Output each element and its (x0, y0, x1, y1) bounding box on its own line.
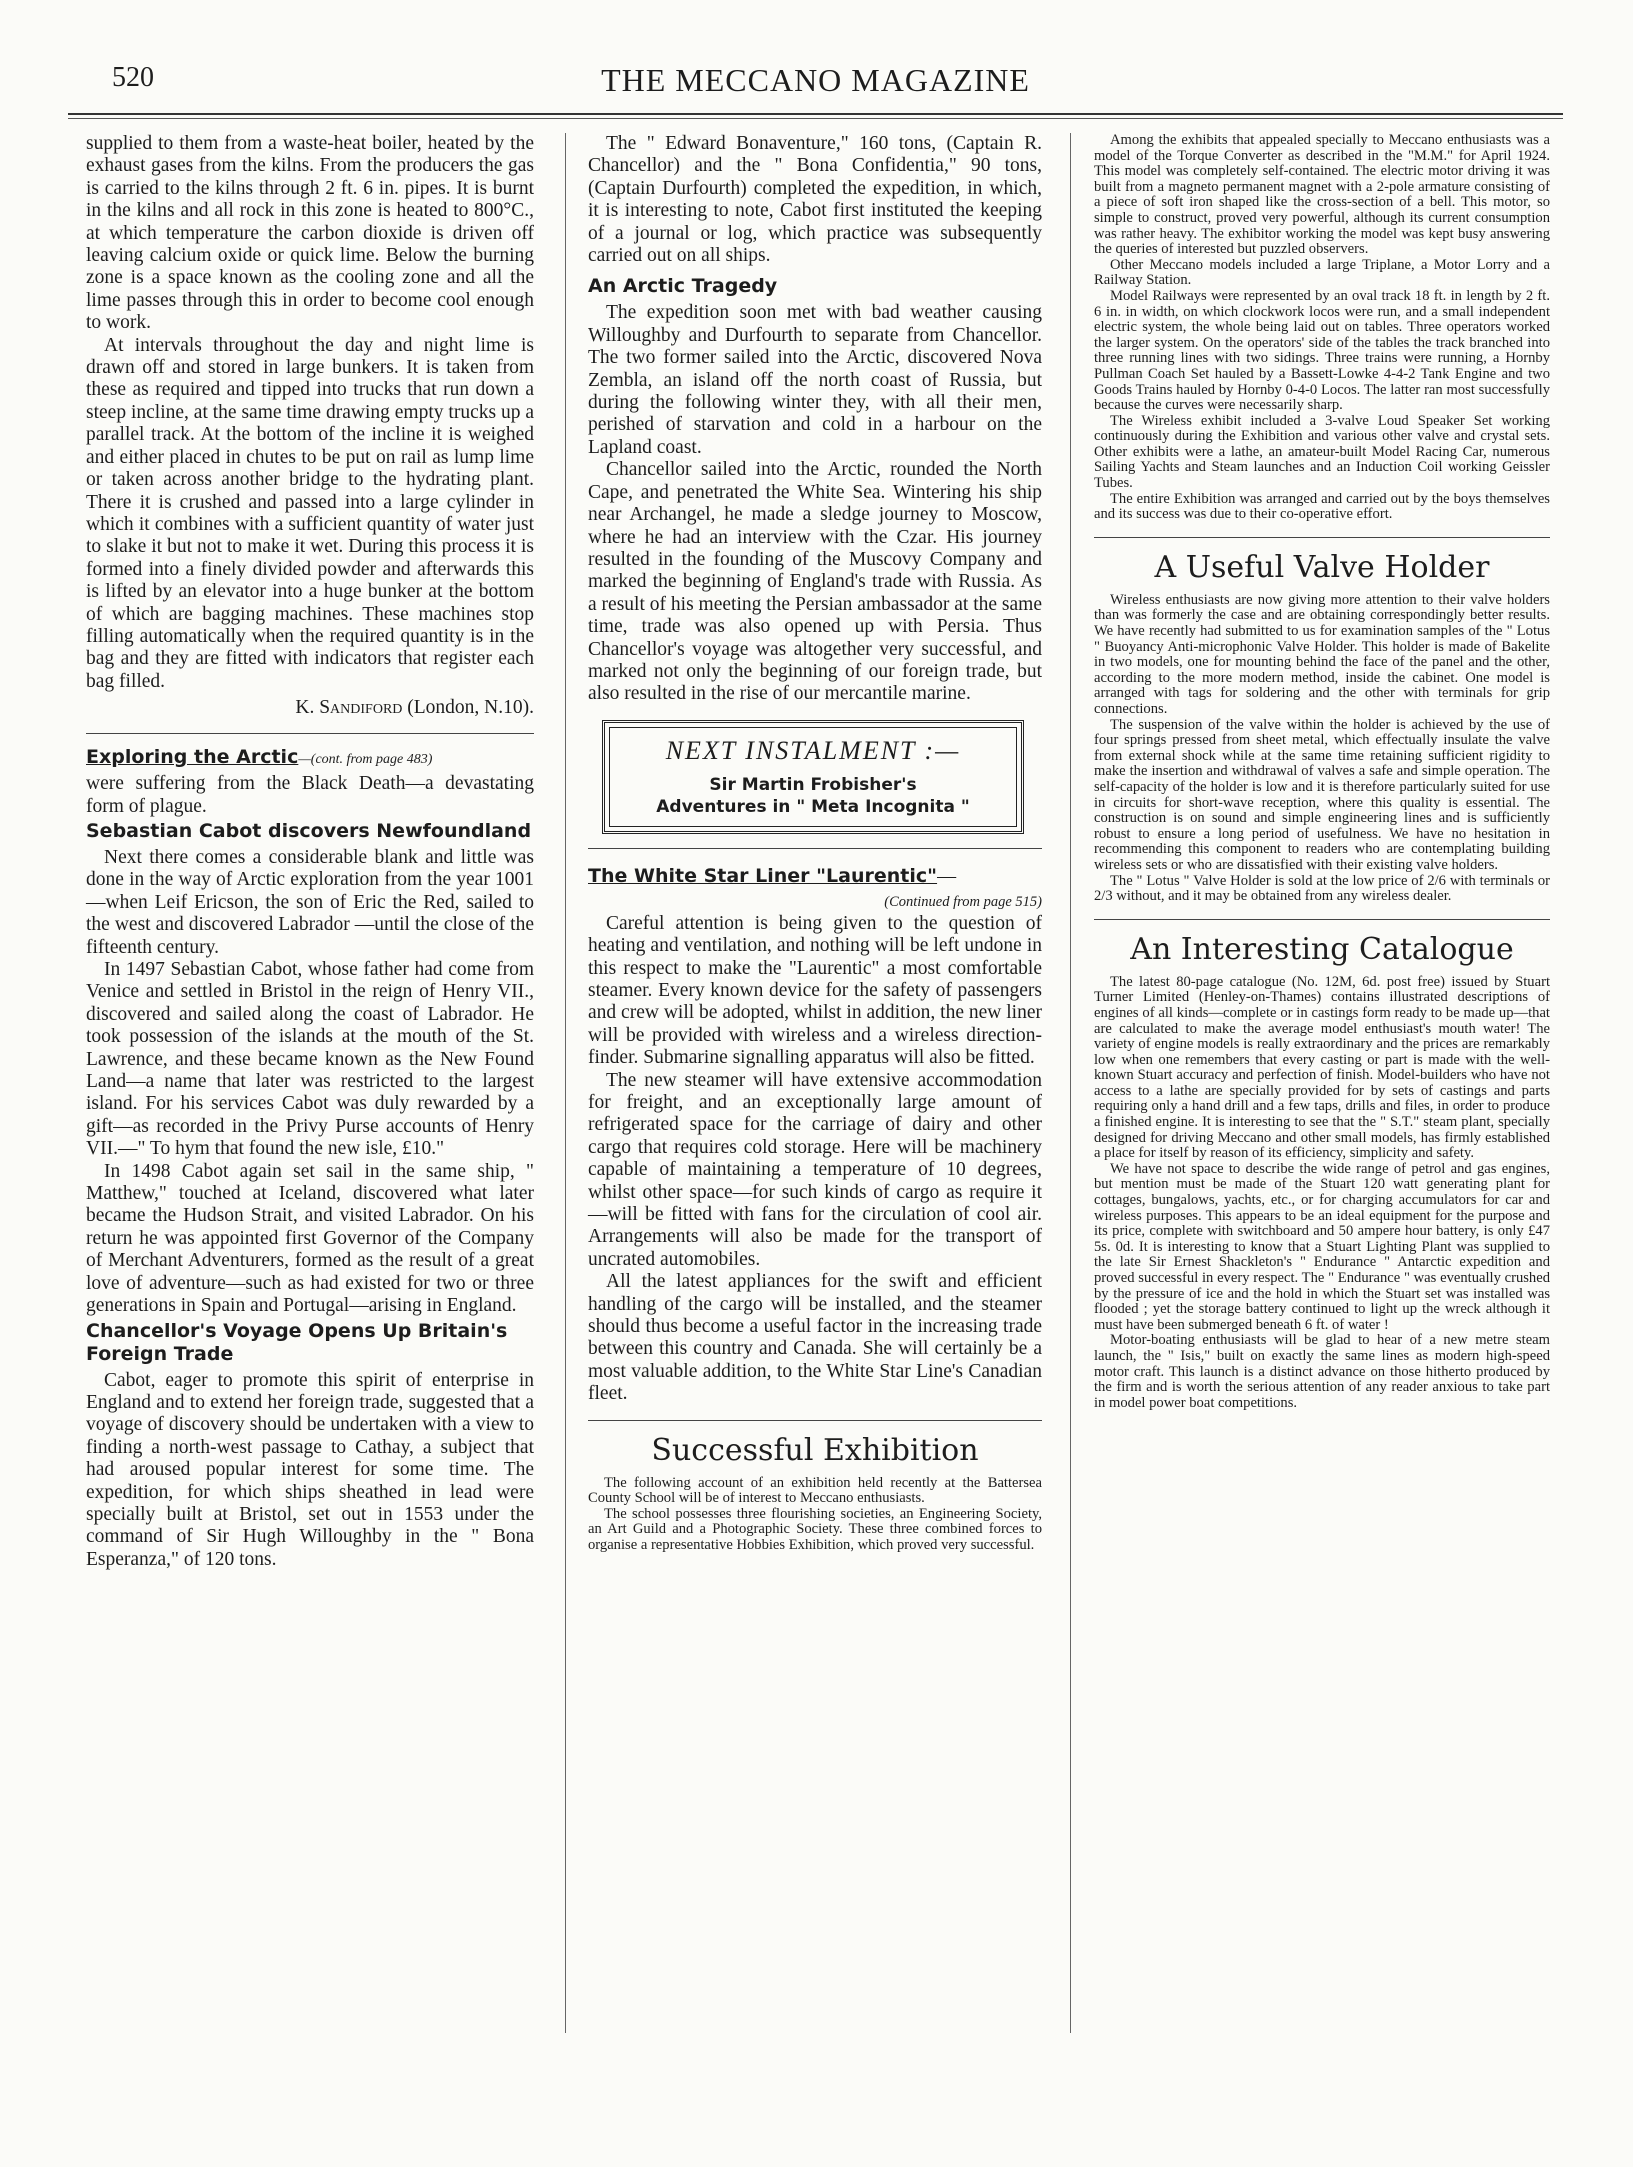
lime-paragraph: At intervals throughout the day and night lime is drawn off and stored in large bunkers. It is taken from these as required and tipped into trucks that run down a steep incline, at the same time drawing empty trucks up a parallel track. At the bottom of the incline it is weighed and either placed in chutes to be put on rail as lump lime or taken across another bridge to the hydrating plant. There it is crushed and passed into a large cylinder in which it combines with a sufficient quantity of water just to slake it but not to make it wet. During this process it is formed into a finely divided powder and afterwards this is lifted by an elevator into a huge bunker at the bottom of which are bagging machines. These machines stop filling automatically when the required quantity is in the bag and they are fitted with indicators that register each bag filled. (86, 334, 534, 692)
author-signature (86, 697, 534, 719)
exhibit-paragraph: The entire Exhibition was arranged and carried out by the boys themselves and its success was due to their co-operative effort. (1094, 490, 1550, 523)
chancellor-paragraph: Cabot, eager to promote this spirit of enterprise in England and to extend her foreign trade, suggested that a voyage of discovery should be undertaken with a view to finding a north-west passage to Cathay, a subject that had aroused popular interest for some time. The expedition, for which ships sheathed in lead were specially built at Bristol, set out in 1553 under the command of Sir Hugh Willoughby in the " Bona Esperanza," of 120 tons. (86, 1369, 534, 1570)
cabot-paragraph: In 1498 Cabot again set sail in the same ship, " Matthew," touched at Iceland, discovered what later became the Hudson Strait, and visited Labrador. On his return he was appointed first Governor of the Company of Merchant Adventurers, formed as the result of a great love of adventure—such as had existed for two or three generations in Spain and Portugal—arising in England. (86, 1160, 534, 1317)
laurentic-heading-row (588, 865, 1042, 888)
exhibition-paragraph: The following account of an exhibition held recently at the Battersea County School will be of interest to Meccano enthusiasts. (588, 1474, 1042, 1507)
lime-paragraph: supplied to them from a waste-heat boiler, heated by the exhaust gases from the kilns. From the producers the gas is carried to the kilns through 2 ft. 6 in. pipes. It is burnt in the kilns and all rock in this zone is heated to 800°C., at which temperature the carbon dioxide is driven off leaving calcium oxide or quick lime. Below the burning zone is a space known as the cooling zone and all the lime passes through this in order to become cool enough to work. (86, 133, 534, 334)
catalogue-title: An Interesting Catalogue (1130, 931, 1514, 967)
column-1 (86, 133, 534, 1571)
author-name: K. Sandiford (295, 697, 403, 719)
masthead: THE MECCANO MAGAZINE (601, 62, 1030, 98)
next-instalment-line: Sir Martin Frobisher's (709, 774, 917, 795)
valve-paragraph: The suspension of the valve within the holder is achieved by the use of four springs pressed from sheet metal, which effectually insulate the valve from external shock while at the same time retaining sufficient rigidity to make the insertion and withdrawal of valves a safe and simple operation. The self-capacity of the holder is low and it is therefore particularly suited for use in circuits for short-wave reception, where this quality is essential. The construction is on sound and simple engineering lines and is sufficiently robust to ensure a long period of usefulness. We have no hesitation in recommending this component to readers who are contemplating building wireless sets or who are dissatisfied with their existing valve holders. (1094, 716, 1550, 873)
laurentic-heading: The White Star Liner "Laurentic" (588, 864, 938, 887)
tragedy-paragraph: Chancellor sailed into the Arctic, rounded the North Cape, and penetrated the White Sea. Wintering his ship near Archangel, he made a sledge journey to Moscow, where he had an interview with the Czar. His journey resulted in the founding of the Muscovy Company and marked the beginning of England's trade with Russia. As a result of his meeting the Persian ambassador at the same time, trade was also opened up with Persia. Thus Chancellor's voyage was altogether very successful, and marked not only the beginning of our foreign trade, but also resulted in the rise of our mercantile marine. (588, 459, 1042, 705)
page-number: 520 (112, 62, 154, 93)
valve-holder-title: A Useful Valve Holder (1154, 549, 1490, 585)
tragedy-heading: An Arctic Tragedy (588, 275, 778, 298)
laurentic-paragraph: The new steamer will have extensive accommodation for freight, and an exceptionally large amount of refrigerated space for the carriage of dairy and other cargo that requires cold storage. Here will be machinery capable of maintaining a temperature of 10 degrees, whilst other space—for such kinds of cargo as require it—will be fitted with fans for the circulation of cool air. Arrangements will also be made for the transport of uncrated automobiles. (588, 1069, 1042, 1270)
exhibit-paragraph: Among the exhibits that appealed specially to Meccano enthusiasts was a model of the Torque Converter as described in the "M.M." for April 1924. This model was completely self-contained. The electric motor driving it was built from a magneto permanent magnet with a 2-pole armature consisting of a piece of soft iron shaped like the cross-section of a bell. This motor, so simple to construct, proved very powerful, although its current consumption was rather heavy. The exhibitor working the model was kept busy answering the queries of interested but puzzled observers. (1094, 132, 1550, 258)
page-header (68, 58, 1563, 108)
section-divider (588, 1420, 1042, 1421)
next-instalment-box (602, 720, 1024, 834)
column-divider (1070, 133, 1071, 2033)
tragedy-paragraph: The expedition soon met with bad weather causing Willoughby and Durfourth to separate from Chancellor. The two former sailed into the Arctic, discovered Nova Zembla, an island off the north coast of Russia, but during the following winter they, with all their men, perished of starvation and cold in a harbour on the Lapland coast. (588, 302, 1042, 458)
chancellor-heading: Chancellor's Voyage Opens Up Britain's Foreign Trade (86, 1319, 508, 1365)
laurentic-paragraph: Careful attention is being given to the question of heating and ventilation, and nothing will be left undone in this respect to make the "Laurentic" a most comfortable steamer. Every known device for the safety of passengers and crew will be adopted, whilst in addition, the new liner will be provided with wireless and a wireless direction-finder. Submarine signalling apparatus will also be fitted. (588, 912, 1042, 1069)
cabot-paragraph: Next there comes a considerable blank and little was done in the way of Arctic exploration from the year 1001—when Leif Ericson, the son of Eric the Red, sailed to the west and discovered Labrador —until the close of the fifteenth century. (86, 846, 534, 958)
arctic-intro: were suffering from the Black Death—a devastating form of plague. (86, 773, 534, 817)
arctic-continuation-heading (86, 746, 534, 769)
catalogue-paragraph: The latest 80-page catalogue (No. 12M, 6d. post free) issued by Stuart Turner Limited (Henley-on-Thames) contains illustrated descriptions of engines of all kinds—complete or in castings form ready to be made up—that are calculated to make the average model enthusiast's mouth water! The variety of engine models is really extraordinary and the prices are remarkably low when one remembers that every casting or part is made with the well-known Stuart accuracy and perfection of finish. Model-builders who have not access to a lathe are specially provided for by sets of castings and parts requiring only a hand drill and a few taps, drills and files, in order to produce a finished engine. It is interesting to see that the " S.T." steam plant, specially designed for driving Meccano and other small models, has firmly established a place for itself by reason of its efficiency, simplicity and safety. (1094, 973, 1550, 1162)
section-divider (86, 733, 534, 734)
column-2 (588, 133, 1042, 1554)
header-rule (68, 113, 1563, 115)
next-instalment-title: NEXT INSTALMENT :— (665, 735, 961, 765)
section-divider (1094, 537, 1550, 538)
column-3 (1094, 133, 1550, 1411)
section-divider (1094, 919, 1550, 920)
author-place: (London, N.10). (402, 697, 534, 719)
laurentic-paragraph: All the latest appliances for the swift and efficient handling of the cargo will be installed, and the steamer should thus become a useful factor in the increasing trade between this country and Canada. She will certainly be a most valuable addition, to the White Star Line's Canadian fleet. (588, 1271, 1042, 1405)
arctic-cont-note: —(cont. from page 483) (298, 752, 433, 768)
arctic-heading: Exploring the Arctic (86, 746, 299, 769)
exhibit-paragraph: The Wireless exhibit included a 3-valve Loud Speaker Set working continuously during the Exhibition and various other valve and crystal sets. Other exhibits were a lathe, an amateur-built Model Racing Car, numerous Sailing Yachts and Steam launches and an Induction Coil working Geissler Tubes. (1094, 412, 1550, 492)
expedition-paragraph: The " Edward Bonaventure," 160 tons, (Captain R. Chancellor) and the " Bona Confidentia," 90 tons, (Captain Durfourth) completed the expedition, in which, it is interesting to note, Cabot first instituted the keeping of a journal or log, which practice was subsequently carried out on all ships. (588, 133, 1042, 267)
catalogue-paragraph: We have not space to describe the wide range of petrol and gas engines, but mention must be made of the Stuart 120 watt generating plant for cottages, bungalows, yachts, etc., or for charging accumulators for car and wireless purposes. This appears to be an ideal equipment for the purpose and its price, complete with switchboard and 50 ampere hour battery, is only £47 5s. 0d. It is interesting to know that a Stuart Lighting Plant was supplied to the late Sir Ernest Shackleton's " Endurance " Antarctic expedition and proved successful in every respect. The " Endurance " was eventually crushed by the pressure of ice and the hold in which the Stuart set was installed was flooded ; yet the storage battery continued to light up the wreck although it must have been submerged beneath 6 ft. of water ! (1094, 1160, 1550, 1333)
cabot-paragraph: In 1497 Sebastian Cabot, whose father had come from Venice and settled in Bristol in the reign of Henry VII., discovered and sailed along the coast of Labrador. He took possession of the islands at the mouth of the St. Lawrence, and these became known as the New Found Land—a name that later was restricted to the largest island. For his services Cabot was duly rewarded by a gift—as recorded in the Privy Purse accounts of Henry VII.—" To hym that found the new isle, £10." (86, 959, 534, 1160)
laurentic-continued-note: (Continued from page 515) (884, 893, 1042, 910)
valve-paragraph: Wireless enthusiasts are now giving more attention to their valve holders than was formerly the case and are obtaining correspondingly better results. We have recently had submitted to us for examination samples of the " Lotus " Buoyancy Anti-microphonic Valve Holder. This holder is made of Bakelite in two models, one for mounting behind the face of the panel and the other, according to the more modern method, inside the cabinet. One model is arranged with tags for soldering and the other with terminals for grip connections. (1094, 591, 1550, 717)
exhibit-paragraph: Model Railways were represented by an oval track 18 ft. in length by 2 ft. 6 in. in width, on which clockwork locos were run, and a small independent electric system, the whole being laid out on tables. Three operators worked the larger system. On the operators' side of the tables the track branched into three running lines with two sidings. Three trains were running, a Hornby Pullman Coach Set hauled by a Bassett-Lowke 4-4-2 Tank Engine and two Goods Trains hauled by Hornby 0-4-0 Locos. The latter ran most successfully because the curves were necessarily sharp. (1094, 287, 1550, 414)
valve-paragraph: The " Lotus " Valve Holder is sold at the low price of 2/6 with terminals or 2/3 without, and it may be obtained from any wireless dealer. (1094, 872, 1550, 905)
exhibition-title: Successful Exhibition (651, 1432, 979, 1468)
exhibition-paragraph: The school possesses three flourishing societies, an Engineering Society, an Art Guild and a Photographic Society. These three combined forces to organise a representative Hobbies Exhibition, which proved very successful. (588, 1505, 1042, 1554)
section-divider (588, 848, 1042, 849)
laurentic-dash: — (937, 865, 957, 887)
cabot-heading: Sebastian Cabot discovers Newfoundland (86, 819, 532, 842)
exhibit-paragraph: Other Meccano models included a large Triplane, a Motor Lorry and a Railway Station. (1094, 256, 1550, 289)
catalogue-paragraph: Motor-boating enthusiasts will be glad to hear of a new metre steam launch, the " Isis," built on exactly the same lines as modern high-speed motor craft. This launch is a distinct advance on those hitherto produced by the firm and is worth the serious attention of any reader anxious to take part in model power boat competitions. (1094, 1332, 1550, 1411)
column-divider (565, 133, 566, 2033)
header-rule-thin (68, 118, 1563, 119)
next-instalment-line: Adventures in " Meta Incognita " (656, 796, 970, 817)
